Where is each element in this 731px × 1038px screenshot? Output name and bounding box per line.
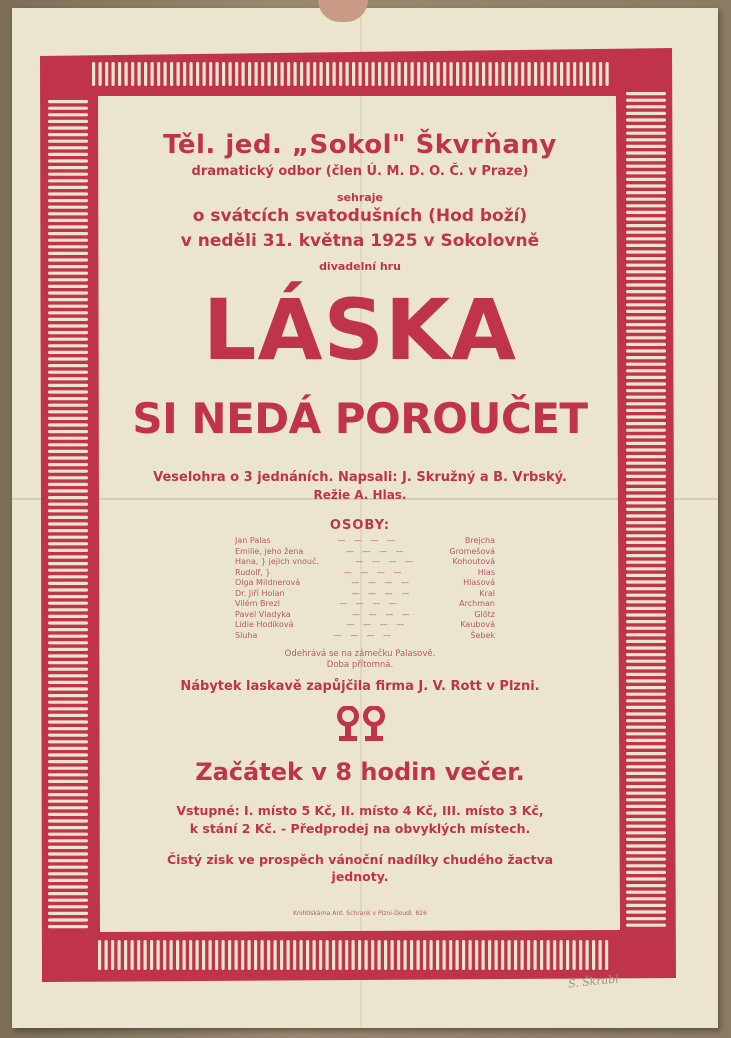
sehraje-label: sehraje (337, 191, 383, 204)
cast-role: Lidie Hodíková (235, 620, 294, 629)
date-line-2: v neděli 31. května 1925 v Sokolovně (180, 231, 540, 251)
cast-dashes: — — — — (343, 567, 405, 577)
printer-credit: Knihtiskárna Ant. Schrank v Plzni-Doudl. 826 (293, 910, 427, 917)
play-label: divadelní hru (319, 260, 401, 273)
cast-actor: Šebek (470, 630, 495, 640)
club-name: Těl. jed. „Sokol" Škvrňany (163, 130, 557, 160)
cast-role: Olga Mildnerová (235, 578, 301, 587)
cast-dashes: — — — — (337, 536, 399, 545)
cast-actor: Archman (459, 599, 495, 608)
cast-dashes: — — — — (351, 578, 412, 587)
cast-role: Vilém Brezl (235, 599, 280, 608)
cast-role: Rudolf, } (235, 567, 271, 577)
cast-row (235, 631, 495, 642)
cast-list (235, 536, 495, 641)
cast-dashes: — — — — (346, 620, 408, 629)
cast-dashes: — — — — (352, 609, 413, 619)
pencil-annotation: S. Škrabl (567, 972, 620, 991)
admission-line-2: k stání 2 Kč. - Předprodej na obvyklých místech. (189, 821, 531, 836)
cast-dashes: — — — — (339, 599, 400, 608)
cast-role: Sluha (235, 630, 258, 640)
cast-row (235, 557, 495, 568)
cast-row (235, 589, 495, 600)
genre-authors: Veselohra o 3 jednáních. Napsali: J. Skružný a B. Vrbský. (153, 470, 567, 485)
cast-role: Dr. Jiří Holan (235, 588, 285, 598)
bells-ornament-icon (331, 706, 391, 750)
cast-dashes: — — — — (333, 630, 395, 640)
cast-dashes: — — — — (351, 588, 413, 598)
profit-line-1: Čistý zisk ve prospěch vánoční nadílky chudého žactva (166, 852, 554, 867)
cast-actor: Kral (479, 588, 495, 598)
cast-row (235, 536, 495, 547)
cast-role: Emilie, jeho žena (235, 546, 304, 556)
cast-actor: Kohoutová (452, 557, 495, 566)
time-note: Doba přítomná. (326, 660, 394, 670)
cast-row (235, 578, 495, 589)
cast-role: Jan Palas (235, 536, 271, 545)
cast-dashes: — — — — (355, 557, 417, 566)
date-line-1: o svátcích svatodušních (Hod boží) (192, 206, 528, 226)
cast-actor: Kaubová (460, 620, 495, 629)
furniture-credit: Nábytek laskavě zapůjčila firma J. V. Rott v Plzni. (180, 679, 540, 694)
cast-actor: Hlas (477, 567, 495, 577)
cast-heading: OSOBY: (329, 518, 391, 533)
cast-actor: Hlasová (463, 578, 495, 587)
start-time: Začátek v 8 hodin večer. (195, 758, 525, 786)
cast-row (235, 610, 495, 621)
cast-actor: Gromešová (449, 546, 495, 556)
cast-row (235, 568, 495, 579)
cast-actor: Glötz (474, 609, 495, 619)
cast-actor: Brejcha (464, 536, 495, 545)
cast-row (235, 599, 495, 610)
cast-role: Hana, } jejich vnouč. (235, 557, 319, 566)
cast-dashes: — — — — (346, 546, 407, 556)
play-title-main: LÁSKA (202, 281, 518, 379)
cast-row (235, 620, 495, 631)
club-subtitle: dramatický odbor (člen Ú. M. D. O. Č. v Praze) (191, 164, 529, 179)
admission-line-1: Vstupné: I. místo 5 Kč, II. místo 4 Kč, III. místo 3 Kč, (176, 803, 544, 818)
play-title-sub: SI NEDÁ POROUČET (132, 394, 588, 443)
cast-role: Pavel Vladyka (235, 609, 291, 619)
scene-note: Odehrává se na zámečku Palasově. (284, 649, 436, 659)
director: Režie A. Hlas. (313, 488, 407, 502)
profit-line-2: jednoty. (331, 869, 389, 884)
cast-row (235, 547, 495, 558)
